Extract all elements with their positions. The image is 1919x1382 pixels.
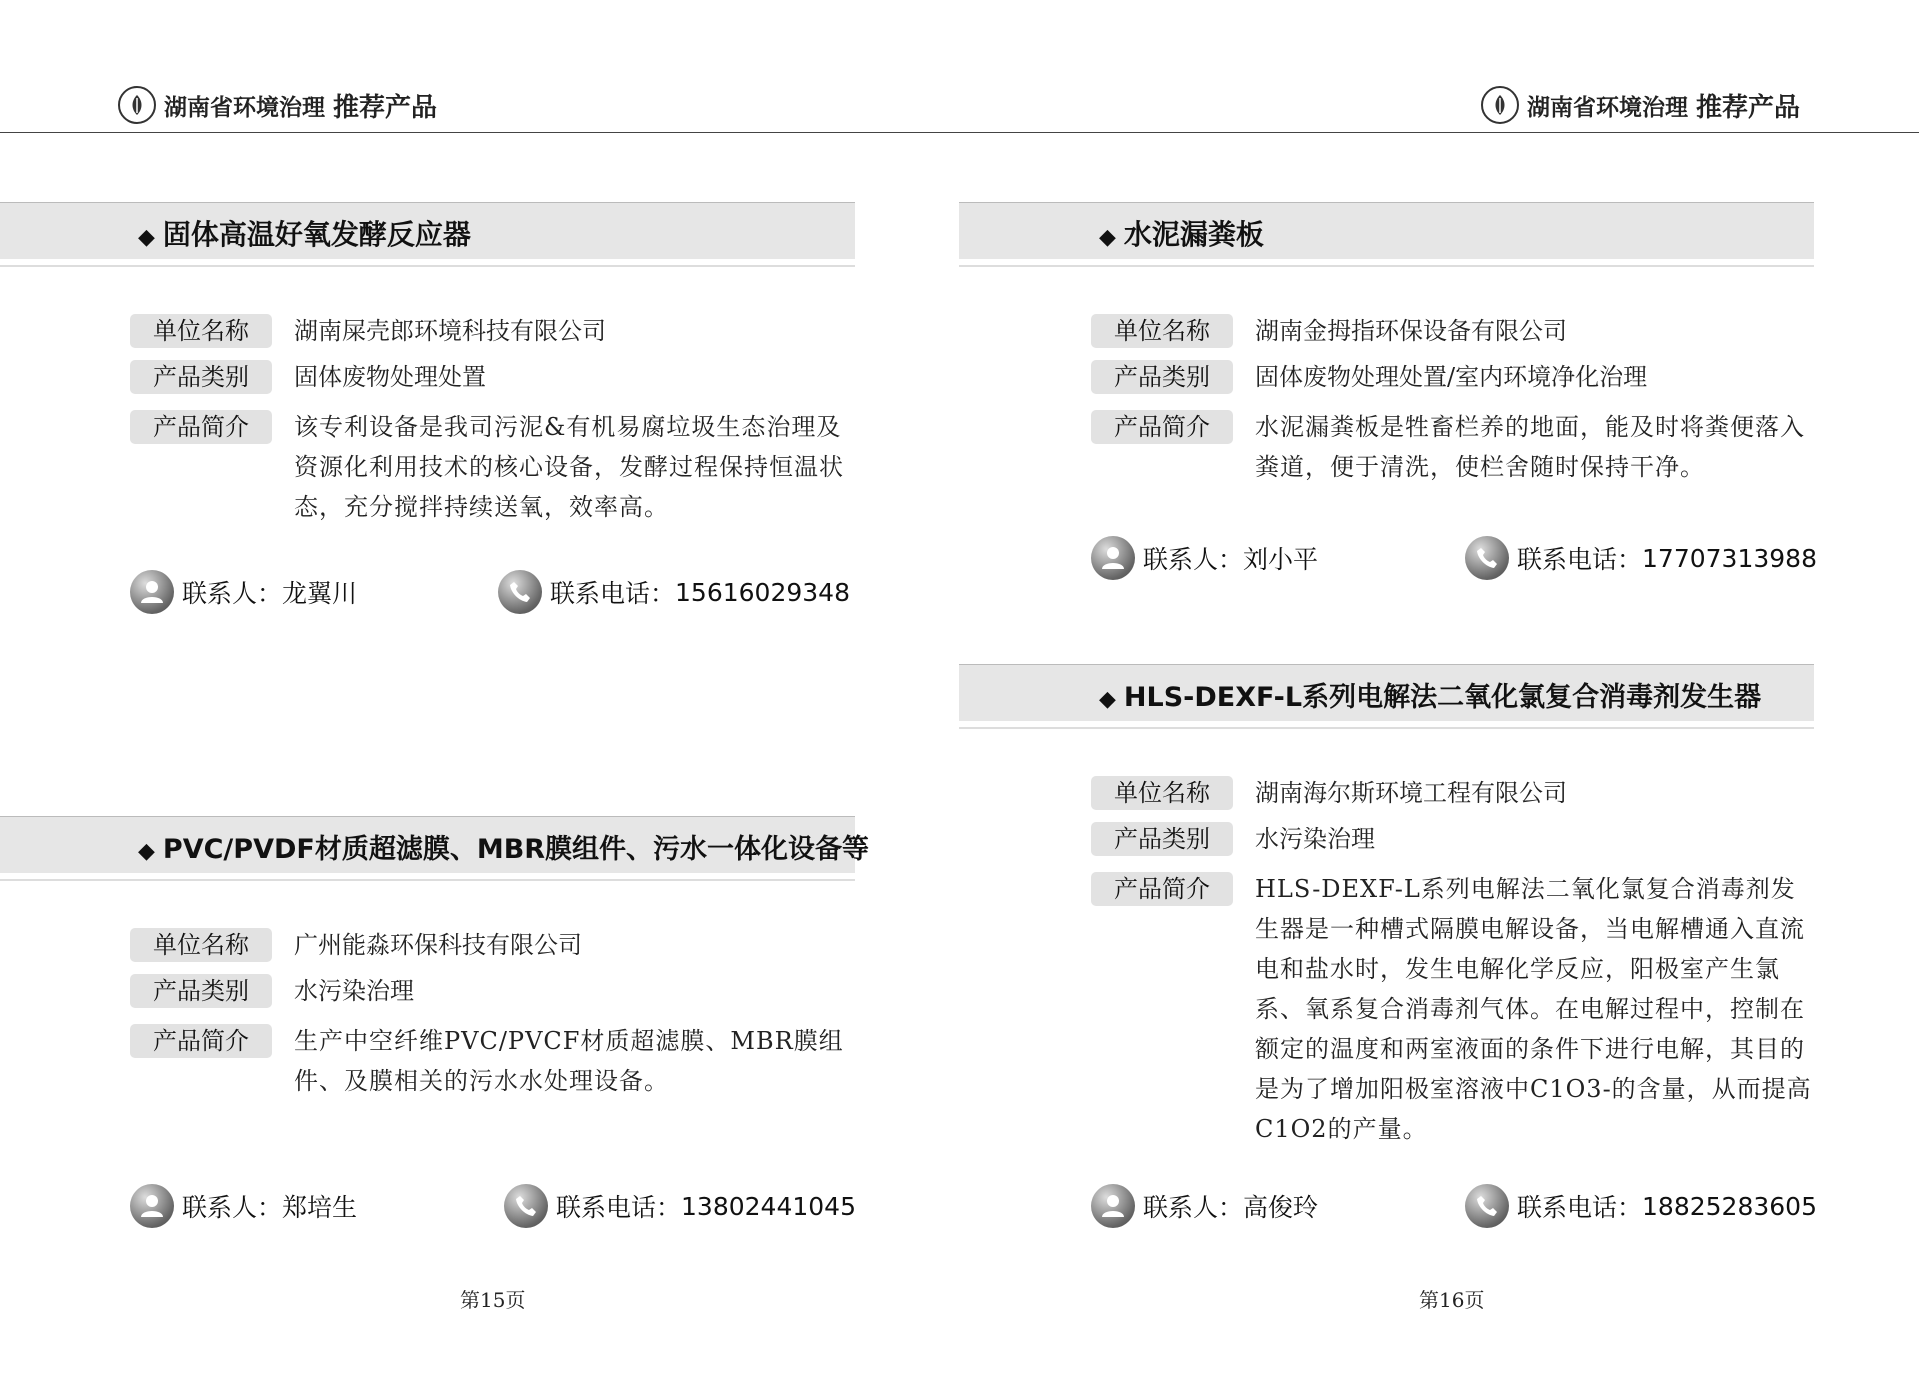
contact-label: 联系人： [182, 579, 283, 608]
category-label: 产品类别 [130, 974, 272, 1008]
product-title: HLS-DEXF-L系列电解法二氧化氯复合消毒剂发生器 [1123, 682, 1762, 713]
leaf-logo-icon [1481, 86, 1519, 124]
intro-label: 产品简介 [1091, 410, 1233, 444]
person-icon [130, 1184, 174, 1228]
phone-icon [1465, 1184, 1509, 1228]
intro-row [130, 1024, 854, 1101]
phone-number: 17707313988 [1642, 543, 1817, 573]
contact-name: 郑培生 [282, 1193, 358, 1222]
product-card [959, 664, 1814, 721]
phone-label: 联系电话： [1517, 545, 1643, 574]
unit-value: 湖南金拇指环保设备有限公司 [1255, 317, 1567, 345]
phone-number: 18825283605 [1642, 1191, 1817, 1221]
left-page [0, 0, 959, 1382]
phone-number: 13802441045 [681, 1191, 856, 1221]
right-page [959, 0, 1918, 1382]
contact-person [130, 570, 357, 614]
category-value: 水污染治理 [294, 977, 414, 1005]
intro-row [1091, 410, 1815, 487]
category-value: 固体废物处理处置/室内环境净化治理 [1255, 363, 1648, 391]
unit-label: 单位名称 [130, 928, 272, 962]
product-title-bar [959, 202, 1814, 259]
contact-label: 联系人： [1143, 545, 1244, 574]
product-title: 固体高温好氧发酵反应器 [162, 218, 471, 251]
intro-row [130, 410, 854, 527]
unit-row [130, 928, 582, 965]
diamond-icon: ◆ [138, 839, 155, 864]
contact-label: 联系人： [1143, 1193, 1244, 1222]
unit-label: 单位名称 [1091, 314, 1233, 348]
contact-phone [1465, 1184, 1817, 1228]
unit-row [130, 314, 606, 351]
intro-row [1091, 872, 1815, 1149]
contact-phone [498, 570, 850, 614]
product-title-bar [0, 816, 870, 873]
phone-label: 联系电话： [550, 579, 676, 608]
contact-name: 刘小平 [1243, 545, 1319, 574]
page-header [118, 86, 437, 124]
category-row [130, 360, 486, 397]
category-label: 产品类别 [130, 360, 272, 394]
product-title: PVC/PVDF材质超滤膜、MBR膜组件、污水一体化设备等 [162, 834, 870, 865]
leaf-logo-icon [118, 86, 156, 124]
intro-value: HLS-DEXF-L系列电解法二氧化氯复合消毒剂发生器是一种槽式隔膜电解设备，当电解槽通入直流电和盐水时，发生电解化学反应，阳极室产生氯系、氧系复合消毒剂气体。在电解过程中，控制在额定的温度和两室液面的条件下进行电解，其目的是为了增加阳极室溶液中C1O3-的含量，从而提高C1O2的产量。 [1255, 875, 1812, 1143]
unit-row [1091, 314, 1567, 351]
intro-label: 产品简介 [130, 410, 272, 444]
phone-label: 联系电话： [556, 1193, 682, 1222]
unit-row [1091, 776, 1567, 813]
category-row [1091, 822, 1375, 859]
person-icon [130, 570, 174, 614]
diamond-icon: ◆ [1099, 687, 1116, 712]
contact-person [130, 1184, 357, 1228]
product-title-bar [959, 664, 1814, 721]
intro-label: 产品简介 [1091, 872, 1233, 906]
category-label: 产品类别 [1091, 822, 1233, 856]
page-number: 第16页 [1419, 1288, 1485, 1312]
product-title-bar [0, 202, 855, 259]
contact-phone [504, 1184, 856, 1228]
phone-number: 15616029348 [675, 577, 850, 607]
intro-value: 水泥漏粪板是牲畜栏养的地面，能及时将粪便落入粪道，便于清洗，使栏舍随时保持干净。 [1255, 413, 1805, 481]
phone-label: 联系电话： [1517, 1193, 1643, 1222]
category-value: 水污染治理 [1255, 825, 1375, 853]
phone-icon [1465, 536, 1509, 580]
header-title-bold: 推荐产品 [333, 92, 438, 123]
page-number: 第15页 [460, 1288, 526, 1312]
unit-label: 单位名称 [1091, 776, 1233, 810]
contact-name: 高俊玲 [1243, 1193, 1319, 1222]
contact-label: 联系人： [182, 1193, 283, 1222]
unit-label: 单位名称 [130, 314, 272, 348]
phone-icon [498, 570, 542, 614]
product-card [0, 816, 870, 873]
product-card [0, 202, 855, 259]
person-icon [1091, 536, 1135, 580]
header-title: 湖南省环境治理 [164, 93, 325, 121]
page-header [1481, 86, 1800, 124]
category-value: 固体废物处理处置 [294, 363, 486, 391]
unit-value: 广州能淼环保科技有限公司 [294, 931, 582, 959]
contact-person [1091, 536, 1318, 580]
header-title: 湖南省环境治理 [1527, 93, 1688, 121]
person-icon [1091, 1184, 1135, 1228]
unit-value: 湖南屎壳郎环境科技有限公司 [294, 317, 606, 345]
category-row [1091, 360, 1647, 397]
contact-person [1091, 1184, 1318, 1228]
intro-value: 该专利设备是我司污泥&有机易腐垃圾生态治理及资源化利用技术的核心设备，发酵过程保持恒温状态，充分搅拌持续送氧，效率高。 [294, 413, 844, 521]
intro-value: 生产中空纤维PVC/PVCF材质超滤膜、MBR膜组件、及膜相关的污水水处理设备。 [294, 1027, 844, 1095]
diamond-icon: ◆ [1099, 225, 1116, 250]
header-title-bold: 推荐产品 [1696, 92, 1801, 123]
contact-phone [1465, 536, 1817, 580]
contact-name: 龙翼川 [282, 579, 358, 608]
diamond-icon: ◆ [138, 225, 155, 250]
category-label: 产品类别 [1091, 360, 1233, 394]
category-row [130, 974, 414, 1011]
unit-value: 湖南海尔斯环境工程有限公司 [1255, 779, 1567, 807]
product-title: 水泥漏粪板 [1123, 218, 1264, 251]
phone-icon [504, 1184, 548, 1228]
product-card [959, 202, 1814, 259]
intro-label: 产品简介 [130, 1024, 272, 1058]
